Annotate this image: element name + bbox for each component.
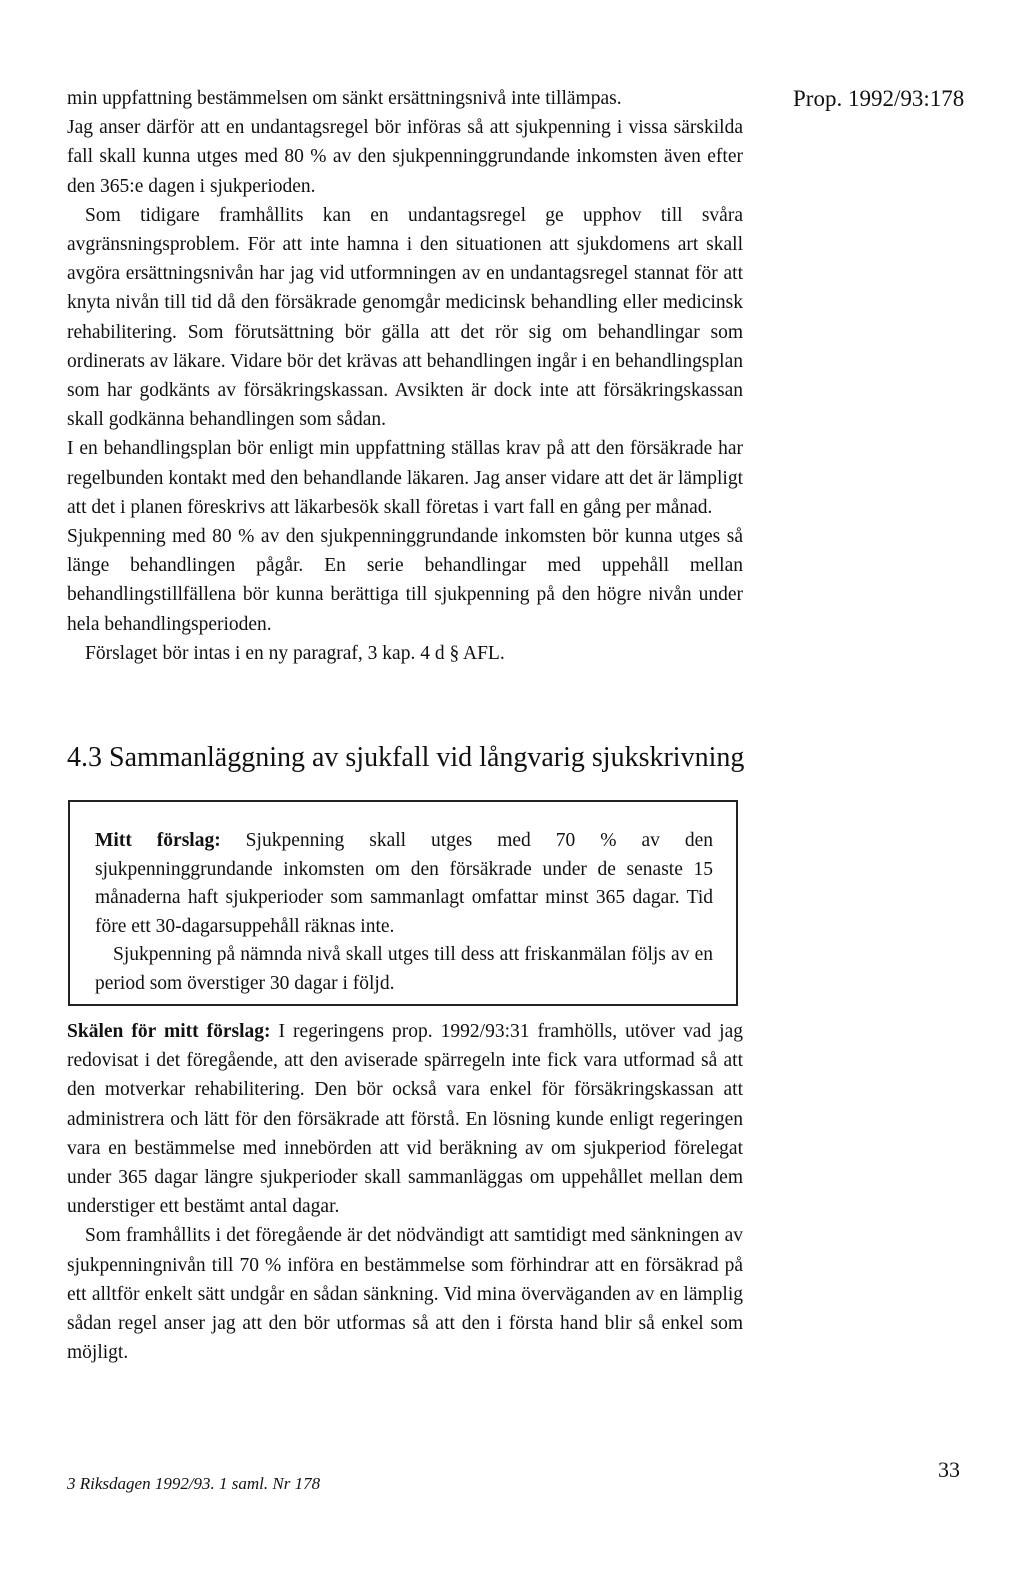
proposal-paragraph [95,827,713,941]
reasons-second-paragraph: Som framhållits i det föregående är det nödvändigt att samtidigt med sänkningen av sjukpenningnivån till 70 % införa en bestämmelse som förhindrar att en försäkrad på ett alltför enkelt sätt undgår en sådan sänkning. Vid mina överväganden av en lämplig sådan regel anser jag att den bör utformas så att den i första hand blir så enkel som möjligt. [67,1225,743,1364]
paragraph-delimitation: Som tidigare framhållits kan en undantagsregel ge upphov till svåra avgränsningsproblem. För att inte hamna i den situationen att sjukdomens art skall avgöra ersättningsnivån har jag vid utformningen av en undantagsregel stannat för att knyta nivån till tid då den försäkrade genomgår medicinsk behandling eller medicinsk rehabilitering. Som förutsättning bör gälla att det rör sig om behandlingar som ordinerats av läkare. Vidare bör det krävas att behandlingen ingår i en behandlingsplan som har godkänts av försäkringskassan. Avsikten är dock inte att försäkringskassan skall godkänna behandlingen som sådan. [67,204,743,431]
paragraph-continuation: min uppfattning bestämmelsen om sänkt ersättningsnivå inte tillämpas. [67,88,622,109]
proposal-box [68,800,738,1006]
footer-source: 3 Riksdagen 1992/93. 1 saml. Nr 178 [67,1474,321,1493]
paragraph-exception-rule: Jag anser därför att en undantagsregel bör införas så att sjukpenning i vissa särskilda fall skall kunna utges med 80 % av den sjukpenninggrundande inkomsten även efter den 365:e dagen i sjukperioden. [67,117,743,197]
reasons-paragraph [67,1017,743,1221]
section-heading: 4.3 Sammanläggning av sjukfall vid långvarig sjukskrivning [67,742,745,773]
paragraph-treatment-plan: I en behandlingsplan bör enligt min uppfattning ställas krav på att den försäkrade har regelbunden kontakt med den behandlande läkaren. Jag anser vidare att det är lämpligt att det i planen föreskrivs att läkarbesök skall företas i vart fall en gång per månad. [67,438,743,518]
proposal-text: Sjukpenning skall utges med 70 % av den sjukpenninggrundande inkomsten om den försäkrade under de senaste 15 månaderna haft sjukperioder som sammanlagt omfattar minst 365 dagar. Tid före ett 30-dagarsuppehåll räknas inte. [95,830,714,937]
prop-reference: Prop. 1992/93:178 [793,86,965,111]
proposal-second-paragraph: Sjukpenning på nämnda nivå skall utges till dess att friskanmälan följs av en period som överstiger 30 dagar i följd. [95,944,713,994]
paragraph-proposal-location: Förslaget bör intas i en ny paragraf, 3 kap. 4 d § AFL. [85,642,505,664]
reasons-text: I regeringens prop. 1992/93:31 framhölls, utöver vad jag redovisat i det föregående, att den aviserade spärregeln inte fick vara utformad så att den motverkar rehabilitering. Den bör också vara enkel för försäkringskassan att administrera och lätt för den försäkrade att förstå. En lösning kunde enligt regeringen vara en bestämmelse med innebörden att vid beräkning av om sjukperiod förelegat under 365 dagar längre sjukperioder skall sammanläggas om uppehållet mellan dem understiger ett bestämt antal dagar. [67,1021,743,1218]
reasons-text-block [67,1017,743,1367]
proposal-label: Mitt förslag: [95,830,221,851]
page-number: 33 [938,1457,960,1482]
main-text-block [67,84,743,668]
paragraph-sick-pay-80: Sjukpenning med 80 % av den sjukpenninggrundande inkomsten bör kunna utges så länge behandlingen pågår. En serie behandlingar med uppehåll mellan behandlingstillfällena bör kunna berättiga till sjukpenning på den högre nivån under hela behandlingsperioden. [67,526,743,635]
reasons-label: Skälen för mitt förslag: [67,1021,271,1042]
